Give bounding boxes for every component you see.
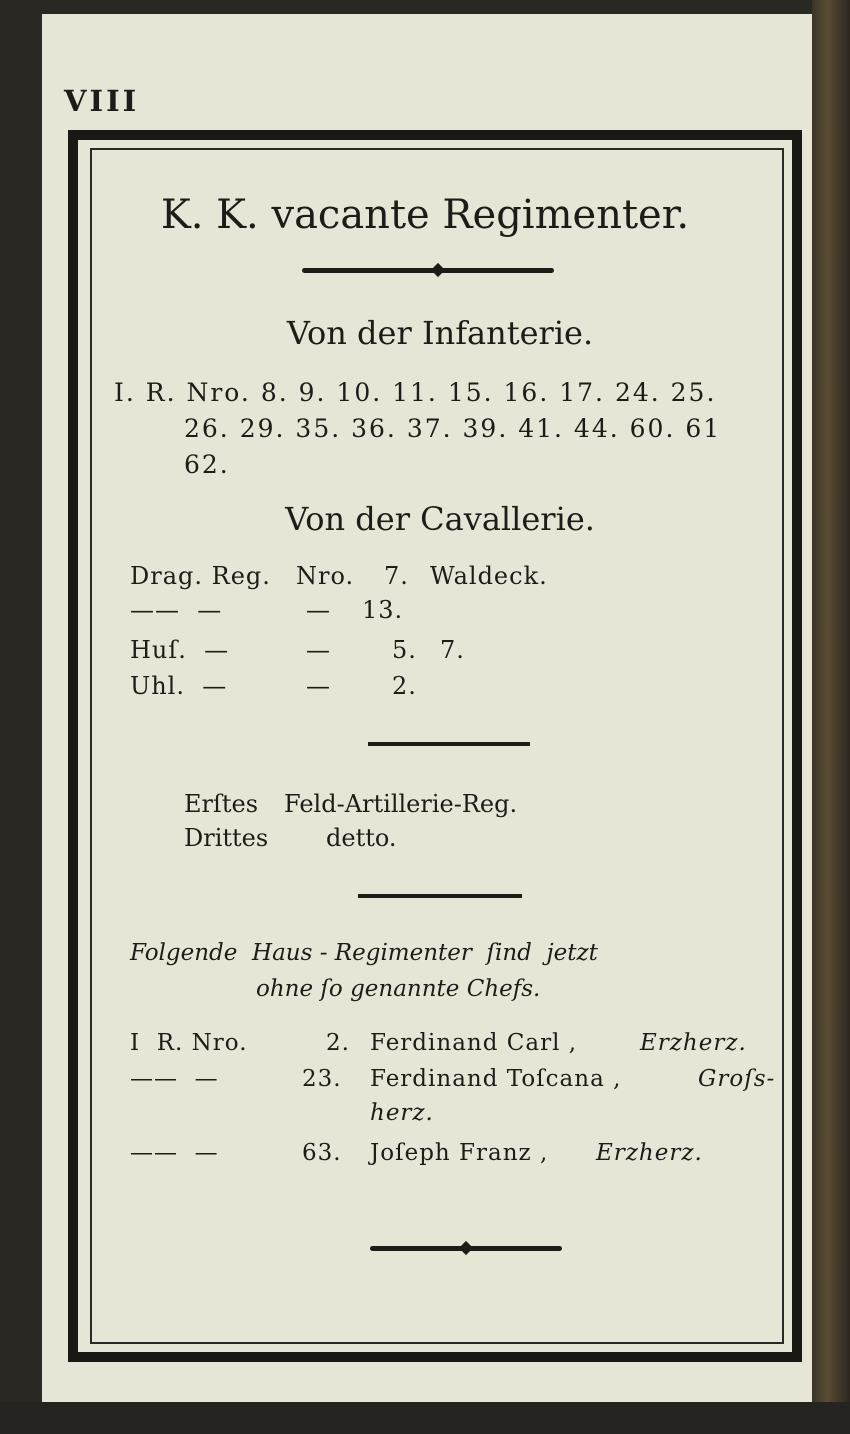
cavalry-cell: 7. (384, 562, 409, 590)
scan-border-bottom (0, 1402, 850, 1434)
house-regiment-cell: Joſeph Franz , (370, 1140, 549, 1166)
page-number: VIII (64, 84, 140, 118)
cavalry-cell: 13. (362, 596, 404, 624)
house-regiment-cell: Ferdinand Toſcana , (370, 1066, 622, 1092)
artillery-label: Drittes (184, 824, 269, 852)
artillery-value: detto. (326, 824, 397, 852)
infantry-heading: Von der Infanterie. (286, 314, 594, 352)
section-divider (358, 894, 522, 898)
cavalry-cell: —— — (130, 596, 223, 624)
house-regiment-cell: —— — (130, 1140, 219, 1166)
infantry-line-1: I. R. Nro. 8. 9. 10. 11. 15. 16. 17. 24. 25. (114, 378, 717, 407)
cavalry-cell: 2. (392, 672, 417, 700)
scan-border-top (0, 0, 850, 14)
page-title: K. K. vacante Regimenter. (160, 192, 690, 238)
cavalry-heading: Von der Cavallerie. (285, 500, 595, 538)
house-regiment-cell: Erzherz. (640, 1030, 747, 1056)
cavalry-cell: Huſ. — (130, 636, 230, 664)
cavalry-cell: Waldeck. (430, 562, 548, 590)
house-regiment-cell: Groſs- (698, 1066, 776, 1092)
house-regiment-cell: 63. (302, 1140, 342, 1166)
house-regiment-cell: 23. (302, 1066, 342, 1092)
house-regiment-cell: I R. Nro. (130, 1030, 248, 1056)
infantry-line-3: 62. (184, 450, 230, 479)
artillery-label: Erſtes (184, 790, 259, 818)
artillery-value: Feld-Artillerie-Reg. (284, 790, 518, 818)
section-divider (368, 742, 530, 746)
house-regiment-cell: —— — (130, 1066, 219, 1092)
cavalry-cell: 5. (392, 636, 417, 664)
cavalry-cell: — (306, 596, 331, 624)
house-regiments-subheading: ohne ſo genannte Chefs. (256, 976, 541, 1002)
house-regiments-heading: Folgende Haus - Regimenter ſind jetzt (130, 940, 598, 966)
house-regiment-cell: Erzherz. (596, 1140, 703, 1166)
cavalry-cell: Drag. Reg. (130, 562, 271, 590)
cavalry-cell: Uhl. — (130, 672, 228, 700)
house-regiment-cell: herz. (370, 1100, 434, 1126)
cavalry-cell: — (306, 672, 331, 700)
infantry-line-2: 26. 29. 35. 36. 37. 39. 41. 44. 60. 61 (184, 414, 722, 443)
house-regiment-cell: 2. (326, 1030, 350, 1056)
cavalry-cell: Nro. (296, 562, 355, 590)
cavalry-cell: 7. (440, 636, 465, 664)
cavalry-cell: — (306, 636, 331, 664)
house-regiment-cell: Ferdinand Carl , (370, 1030, 578, 1056)
